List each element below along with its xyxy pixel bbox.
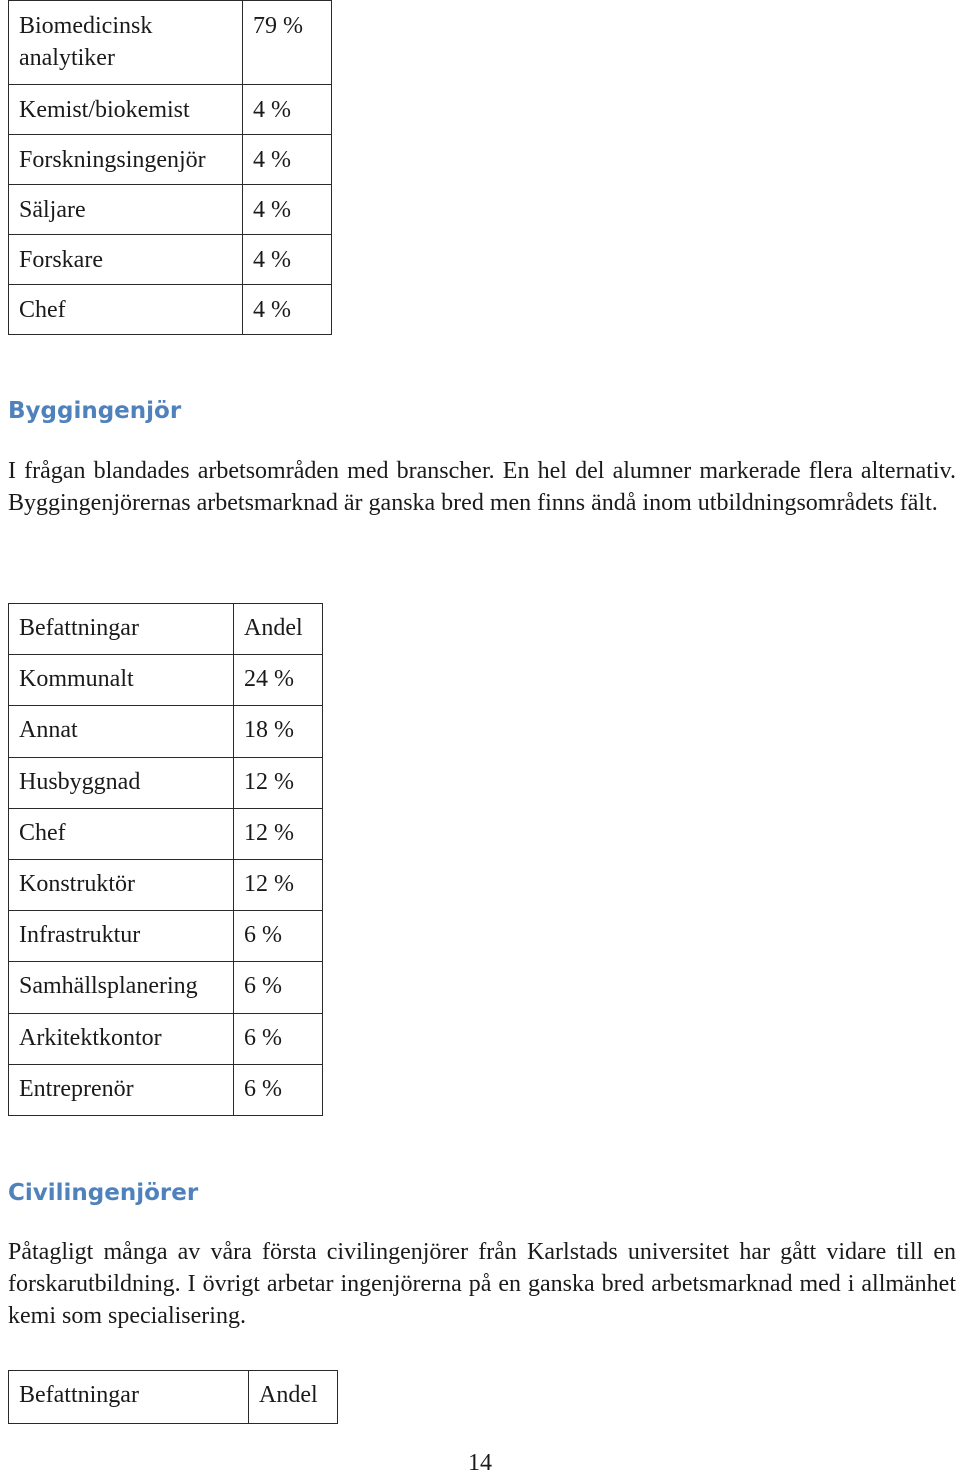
table-cell-value: 24 % [234, 655, 323, 706]
occupation-table-byggingenjor [8, 603, 323, 1116]
table-cell-value: 4 % [243, 135, 332, 185]
table-row [9, 808, 323, 859]
table-cell-value: 6 % [234, 911, 323, 962]
table-cell-value: 12 % [234, 859, 323, 910]
table-cell-label: Samhällsplanering [9, 962, 234, 1013]
table-cell-label: Säljare [9, 185, 243, 235]
table-row [9, 655, 323, 706]
table-cell-value: 79 % [243, 1, 332, 85]
table-cell-label: Chef [9, 285, 243, 335]
table-cell-value: 4 % [243, 235, 332, 285]
table-row [9, 135, 332, 185]
table-cell-value: 12 % [234, 808, 323, 859]
section-heading-byggingenjor: Byggingenjör [8, 398, 182, 424]
table-cell-value: 4 % [243, 185, 332, 235]
table-cell-label: Entreprenör [9, 1064, 234, 1115]
table-row [9, 859, 323, 910]
table-row [9, 962, 323, 1013]
section-paragraph-byggingenjor: I frågan blandades arbetsområden med branscher. En hel del alumner markerade flera alternativ. Byggingenjörernas arbetsmarknad är ganska bred men finns ändå inom utbildningsområdets fält. [8, 458, 956, 516]
section-heading-civilingenjorer: Civilingenjörer [8, 1180, 199, 1206]
table-cell-label: Kemist/biokemist [9, 85, 243, 135]
table-cell-value: 12 % [234, 757, 323, 808]
table-cell-label: Forskare [9, 235, 243, 285]
table-row [9, 706, 323, 757]
table-header-row [9, 604, 323, 655]
table-cell-label: Arkitektkontor [9, 1013, 234, 1064]
table-header-row [9, 1371, 338, 1424]
table-cell-value: 18 % [234, 706, 323, 757]
table-cell-label: Forskningsingenjör [9, 135, 243, 185]
table-row [9, 1, 332, 85]
table-cell-label: Kommunalt [9, 655, 234, 706]
table-cell-value: 4 % [243, 285, 332, 335]
table-cell-label: Annat [9, 706, 234, 757]
table-cell-label: Infrastruktur [9, 911, 234, 962]
table-row [9, 911, 323, 962]
table-row [9, 1013, 323, 1064]
table-cell-value: 6 % [234, 1013, 323, 1064]
table-cell-label: Biomedicinsk analytiker [9, 1, 243, 85]
table-cell-value: 6 % [234, 1064, 323, 1115]
table-cell-value: 4 % [243, 85, 332, 135]
table-row [9, 85, 332, 135]
table-cell-label: Konstruktör [9, 859, 234, 910]
occupation-table-biomedicine [8, 0, 332, 335]
table-cell-value: 6 % [234, 962, 323, 1013]
table-cell-label: Husbyggnad [9, 757, 234, 808]
table-row [9, 285, 332, 335]
page-number: 14 [468, 1450, 492, 1476]
table-row [9, 757, 323, 808]
table-header-value: Andel [249, 1371, 338, 1424]
table-header-label: Befattningar [9, 604, 234, 655]
table-row [9, 235, 332, 285]
section-paragraph-civilingenjorer: Påtagligt många av våra första civilingenjörer från Karlstads universitet har gått vidare till en forskarutbildning. I övrigt arbetar ingenjörerna på en ganska bred arbetsmarknad med i allmänhet kemi som specialisering. [8, 1239, 956, 1329]
table-header-label: Befattningar [9, 1371, 249, 1424]
occupation-table-civilingenjorer [8, 1370, 338, 1424]
table-row [9, 1064, 323, 1115]
table-row [9, 185, 332, 235]
table-header-value: Andel [234, 604, 323, 655]
table-cell-label: Chef [9, 808, 234, 859]
